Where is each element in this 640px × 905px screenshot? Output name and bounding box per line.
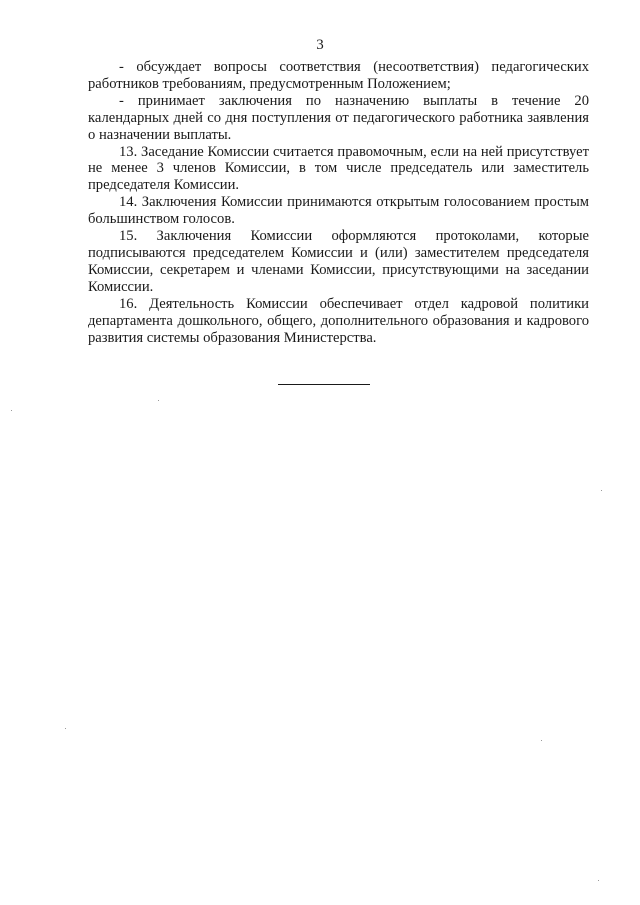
- scan-speck: [601, 490, 602, 491]
- scan-speck: [158, 400, 159, 401]
- clause-16-support: 16. Деятельность Комиссии обеспечивает отдел кадровой политики департамента дошкольного, общего, дополнительного образования и кадрового развития системы образования Министерства.: [88, 295, 589, 346]
- scan-speck: [65, 728, 66, 729]
- clause-15-protocols: 15. Заключения Комиссии оформляются протоколами, которые подписываются председателем Комиссии и (или) заместителем председателя Комиссии, секретарем и членами Комиссии, присутствующими на заседании Комиссии.: [88, 228, 589, 295]
- scan-speck: [11, 410, 12, 411]
- clause-14-voting: 14. Заключения Комиссии принимаются открытым голосованием простым большинством голосов.: [88, 194, 589, 228]
- end-of-text-divider: [278, 384, 370, 385]
- list-item-accepts-conclusions: - принимает заключения по назначению выплаты в течение 20 календарных дней со дня поступления от педагогического работника заявления о назначении выплаты.: [88, 92, 589, 143]
- document-body: [88, 59, 589, 346]
- page-number: 3: [316, 37, 324, 53]
- list-item-discusses-compliance: - обсуждает вопросы соответствия (несоответствия) педагогических работников требованиям, предусмотренным Положением;: [88, 59, 589, 92]
- scan-speck: [598, 880, 599, 881]
- scan-speck: [541, 740, 542, 741]
- clause-13-quorum: 13. Заседание Комиссии считается правомочным, если на ней присутствует не менее 3 членов Комиссии, в том числе председатель или заместитель председателя Комиссии.: [88, 143, 589, 194]
